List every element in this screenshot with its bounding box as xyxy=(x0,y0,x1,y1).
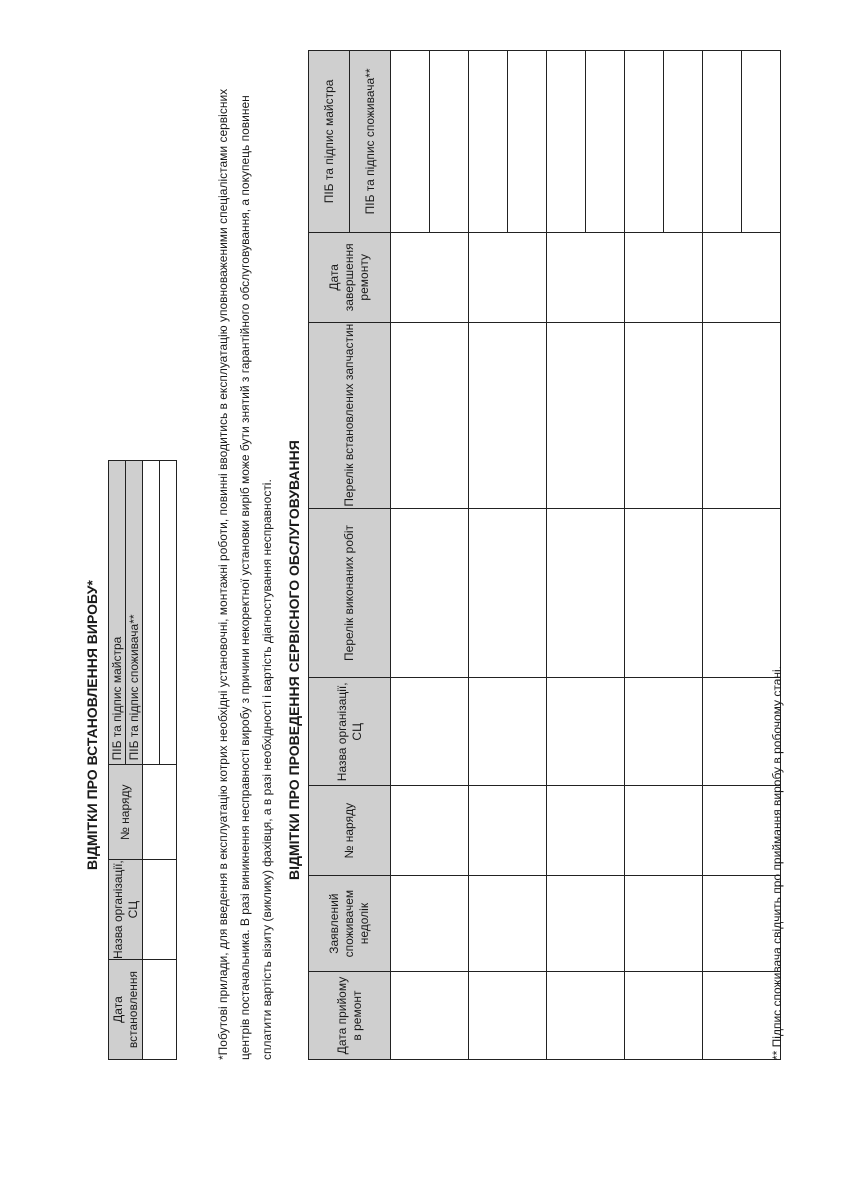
service-cell[interactable] xyxy=(547,508,625,678)
service-cell-master[interactable] xyxy=(391,51,430,233)
install-cell-org[interactable] xyxy=(143,860,177,960)
service-cell[interactable] xyxy=(625,508,703,678)
service-header-parts: Перелік встановлених запчастин xyxy=(309,322,391,508)
install-table xyxy=(108,460,177,1060)
service-cell[interactable] xyxy=(391,876,469,972)
install-cell-order[interactable] xyxy=(143,765,177,860)
service-table xyxy=(308,50,781,1060)
service-header-order: № наряду xyxy=(309,786,391,876)
service-cell[interactable] xyxy=(469,786,547,876)
rotated-content xyxy=(80,40,784,1080)
service-cell-master[interactable] xyxy=(547,51,586,233)
service-cell[interactable] xyxy=(703,322,781,508)
install-header-order: № наряду xyxy=(109,765,143,860)
installation-note: *Побутові прилади, для введення в експлуатацію котрих необхідні установочні, монтажні роботи, повинні вводитись в експлуатацію уповноваженими спеціалістами сервісних центрів постачальника. В разі виникнення несправності виробу з причини некоректної установки виріб може бути знятий з гарантійного обслуговування, а покупець повинен сплатити вартість візиту (виклику) фахівця, а в разі необхідності і вартість діагностування несправності. xyxy=(216,88,274,1060)
service-cell[interactable] xyxy=(703,876,781,972)
install-title: ВІДМІТКИ ПРО ВСТАНОВЛЕННЯ ВИРОБУ* xyxy=(84,580,100,870)
service-header-org: Назва організації, СЦ xyxy=(309,678,391,786)
service-cell-master[interactable] xyxy=(625,51,664,233)
service-header-date-done: Дата завершення ремонту xyxy=(309,232,391,322)
service-cell[interactable] xyxy=(391,972,469,1060)
service-cell-master[interactable] xyxy=(703,51,742,233)
service-cell-consumer[interactable] xyxy=(742,51,781,233)
service-cell[interactable] xyxy=(547,972,625,1060)
service-cell[interactable] xyxy=(391,678,469,786)
service-header-date-in: Дата прийому в ремонт xyxy=(309,972,391,1060)
service-header-consumer: ПІБ та підпис споживача** xyxy=(350,51,391,233)
install-header-master: ПІБ та підпис майстра xyxy=(109,461,126,765)
service-header-master: ПІБ та підпис майстра xyxy=(309,51,350,233)
service-cell[interactable] xyxy=(469,972,547,1060)
service-cell-consumer[interactable] xyxy=(664,51,703,233)
service-cell[interactable] xyxy=(625,876,703,972)
service-cell[interactable] xyxy=(625,322,703,508)
install-cell-date[interactable] xyxy=(143,960,177,1060)
service-cell[interactable] xyxy=(547,678,625,786)
service-cell[interactable] xyxy=(547,876,625,972)
service-cell[interactable] xyxy=(703,972,781,1060)
install-header-consumer: ПІБ та підпис споживача** xyxy=(126,461,143,765)
service-header-works: Перелік виконаних робіт xyxy=(309,508,391,678)
service-cell[interactable] xyxy=(703,678,781,786)
service-cell[interactable] xyxy=(469,508,547,678)
service-cell[interactable] xyxy=(703,786,781,876)
install-header-date: Дата встановлення xyxy=(109,960,143,1060)
install-header-org: Назва організації, СЦ xyxy=(109,860,143,960)
service-cell[interactable] xyxy=(469,322,547,508)
service-cell-master[interactable] xyxy=(469,51,508,233)
service-cell[interactable] xyxy=(625,786,703,876)
service-cell[interactable] xyxy=(547,232,625,322)
service-header-defect: Заявлений споживачем недолік xyxy=(309,876,391,972)
service-cell[interactable] xyxy=(547,322,625,508)
service-cell[interactable] xyxy=(391,786,469,876)
service-cell[interactable] xyxy=(703,508,781,678)
service-cell[interactable] xyxy=(469,232,547,322)
consumer-signature-footnote: ** Підпис споживача свідчить про приймання виробу в робочому стані. xyxy=(770,665,784,1060)
service-cell-consumer[interactable] xyxy=(508,51,547,233)
service-cell-consumer[interactable] xyxy=(586,51,625,233)
install-cell-consumer[interactable] xyxy=(160,461,177,765)
service-cell-consumer[interactable] xyxy=(430,51,469,233)
service-cell[interactable] xyxy=(391,322,469,508)
service-cell[interactable] xyxy=(469,876,547,972)
service-cell[interactable] xyxy=(547,786,625,876)
service-title: ВІДМІТКИ ПРО ПРОВЕДЕННЯ СЕРВІСНОГО ОБСЛУГОВУВАННЯ xyxy=(286,440,302,880)
service-cell[interactable] xyxy=(391,508,469,678)
service-cell[interactable] xyxy=(391,232,469,322)
service-cell[interactable] xyxy=(625,232,703,322)
service-cell[interactable] xyxy=(625,678,703,786)
service-cell[interactable] xyxy=(469,678,547,786)
service-cell[interactable] xyxy=(703,232,781,322)
install-cell-master[interactable] xyxy=(143,461,160,765)
service-cell[interactable] xyxy=(625,972,703,1060)
